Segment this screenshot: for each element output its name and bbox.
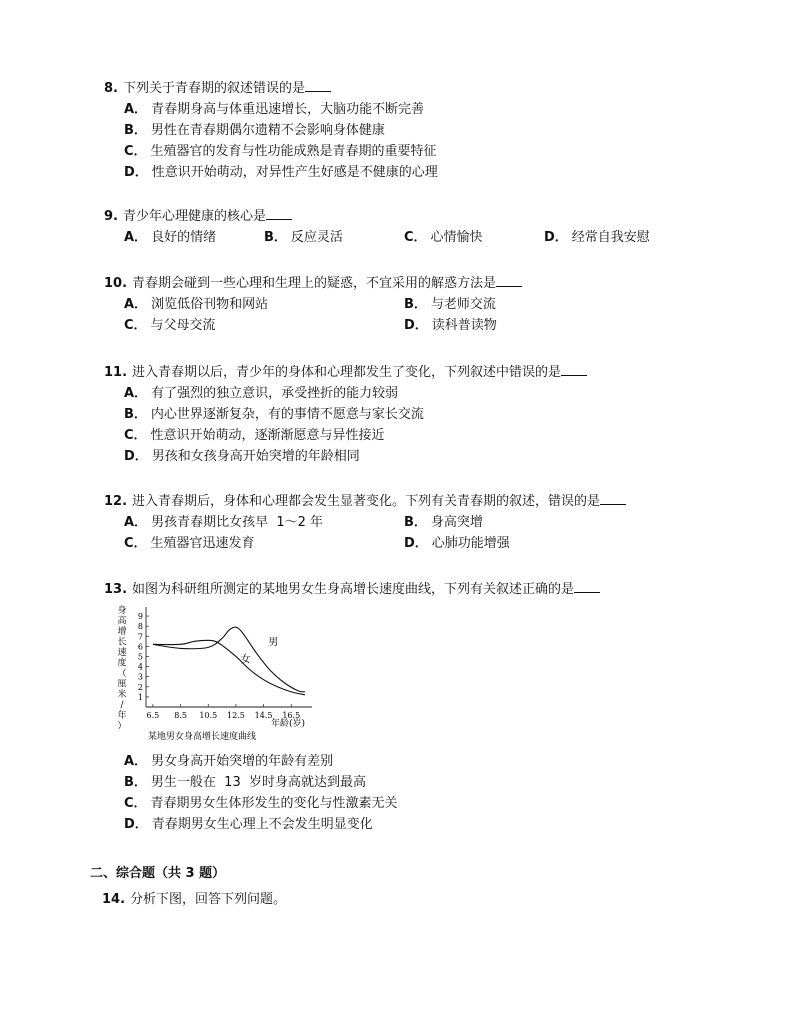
option-c[interactable]: C． 性意识开始萌动，逐渐渐愿意与异性接近 [124,428,385,443]
question-stem: 11. 进入青春期以后，青少年的身体和心理都发生了变化，下列叙述中错误的是 [104,362,704,383]
question-number: 12. [104,494,128,509]
y-label-char: 速 [117,648,127,658]
y-tick-label: 2 [137,682,143,692]
option-a[interactable]: A． 良好的情绪 [124,230,217,245]
option-c[interactable]: C． 心情愉快 [404,230,483,245]
y-label-char: 身 [117,606,127,616]
y-tick-label: 1 [137,692,143,702]
answer-blank [496,273,522,287]
question-number: 14. [102,892,126,907]
question-stem: 12. 进入青春期后，身体和心理都会发生显著变化。下列有关青春期的叙述，错误的是 [104,491,704,512]
option-b[interactable]: B． 内心世界逐渐复杂，有的事情不愿意与家长交流 [124,407,424,422]
option-b[interactable]: B． 与老师交流 [404,297,496,312]
section-title: 二、综合题（共 3 题） [90,866,226,881]
option-c[interactable]: C． 与父母交流 [124,318,216,333]
question-8 [104,78,704,183]
series-label: 男 [268,637,279,649]
option-d[interactable]: D． 性意识开始萌动，对异性产生好感是不健康的心理 [124,165,438,180]
chart-title: 某地男女身高增长速度曲线 [147,732,257,742]
y-tick-labels [138,612,149,702]
y-label-char: 增 [117,627,127,637]
question-stem: 10. 青春期会碰到一些心理和生理上的疑惑，不宜采用的解惑方法是 [104,273,704,294]
option-a[interactable]: A． 男孩青春期比女孩早 1～2 年 [124,515,324,530]
series-lines [153,627,305,695]
y-tick-label: 3 [137,672,143,682]
y-label-char: / [120,700,124,711]
answer-blank [600,491,626,505]
answer-blank [266,206,292,220]
x-tick-label: 12.5 [227,711,245,720]
question-number: 8. [104,81,118,96]
y-label-char: 高 [117,616,127,627]
question-stem: 13. 如图为科研组所测定的某地男女生身高增长速度曲线，下列有关叙述正确的是 [104,579,704,600]
option-c[interactable]: C． 生殖器官迅速发育 [124,536,255,551]
x-tick-label: 14.5 [254,711,273,720]
question-11 [104,362,704,467]
option-d[interactable]: D． 男孩和女孩身高开始突增的年龄相同 [124,449,360,464]
option-a[interactable]: A． 浏览低俗刊物和网站 [124,297,269,312]
question-number: 13. [104,582,128,597]
y-label-char: ） [117,721,127,732]
height-growth-chart [112,603,322,743]
y-tick-label: 7 [137,632,143,642]
question-stem: 9. 青少年心理健康的核心是 [104,206,704,227]
option-b[interactable]: B． 身高突增 [404,515,483,530]
question-10 [104,273,704,336]
question-13-options [104,751,704,835]
x-tick-label: 8.5 [174,711,187,720]
question-13 [104,579,704,600]
question-12 [104,491,704,554]
question-number: 9. [104,209,118,224]
y-axis-label [117,604,126,732]
x-tick-label: 10.5 [199,711,218,720]
option-a[interactable]: A． 男女身高开始突增的年龄有差别 [124,754,334,769]
y-label-char: 年 [117,711,127,721]
series-label: 女 [240,654,251,666]
option-d[interactable]: D． 青春期男女生心理上不会发生明显变化 [124,817,373,832]
x-axis-label: 年龄(岁) [270,719,306,729]
chart-axes [146,607,312,707]
option-b[interactable]: B． 反应灵活 [264,230,343,245]
answer-blank [574,579,600,593]
answer-blank [305,78,331,92]
x-tick-label: 6.5 [146,711,160,720]
option-b[interactable]: B． 男性在青春期偶尔遗精不会影响身体健康 [124,123,385,138]
y-label-char: 长 [117,637,127,648]
y-tick-label: 5 [137,652,143,662]
option-c[interactable]: C． 生殖器官的发育与性功能成熟是青春期的重要特征 [124,144,437,159]
x-tick-label: 16.5 [282,711,301,720]
question-9 [104,206,704,248]
x-tick-labels [147,704,301,720]
series-line-male [153,627,305,692]
y-label-char: 厘 [117,679,127,690]
option-b[interactable]: B． 男生一般在 13 岁时身高就达到最高 [124,775,366,790]
question-number: 10. [104,276,128,291]
y-tick-label: 9 [137,612,143,622]
y-tick-label: 8 [137,622,143,632]
y-tick-label: 4 [137,662,143,672]
option-a[interactable]: A． 青春期身高与体重迅速增长，大脑功能不断完善 [124,102,425,117]
option-d[interactable]: D． 心肺功能增强 [404,536,510,551]
option-c[interactable]: C． 青春期男女生体形发生的变化与性激素无关 [124,796,398,811]
option-d[interactable]: D． 读科普读物 [404,318,497,333]
question-stem: 8. 下列关于青春期的叙述错误的是 [104,78,704,99]
option-d[interactable]: D． 经常自我安慰 [544,230,650,245]
question-number: 11. [104,365,128,380]
question-14: 14. 分析下图，回答下列问题。 [102,892,287,907]
y-tick-label: 6 [137,642,143,652]
y-label-char: 米 [117,690,127,700]
y-label-char: 度 [117,658,127,669]
answer-blank [561,362,587,376]
option-a[interactable]: A． 有了强烈的独立意识，承受挫折的能力较弱 [124,386,399,401]
y-label-char: （ [117,669,127,679]
